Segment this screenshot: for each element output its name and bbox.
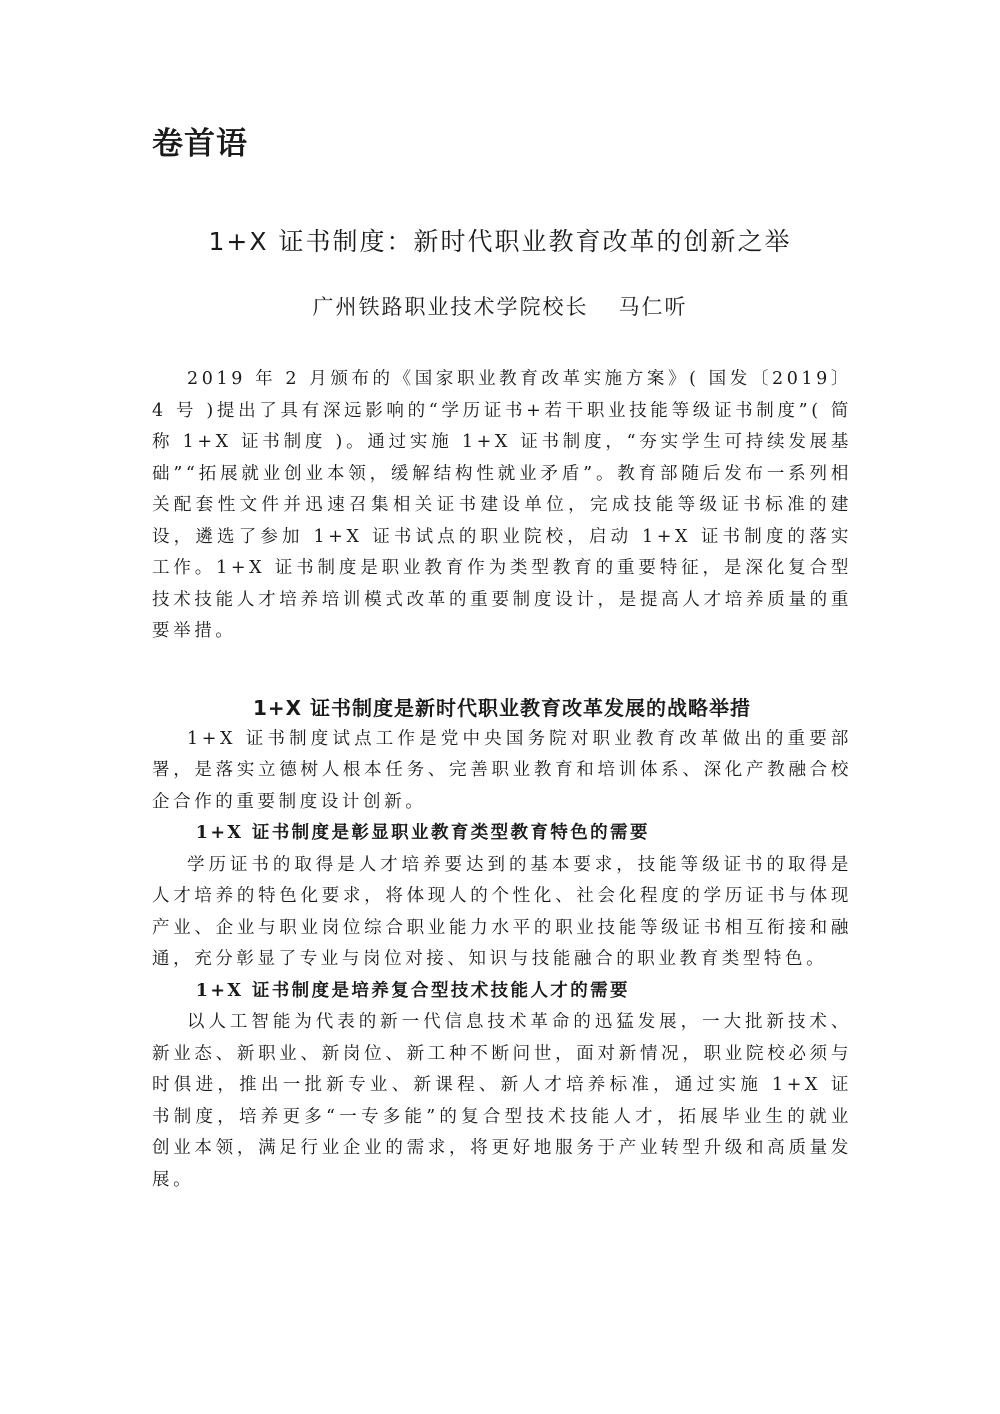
author-name: 马仁听 xyxy=(618,295,688,319)
subheading-type-education: 1+X 证书制度是彰显职业教育类型教育特色的需要 xyxy=(195,823,650,843)
author-affiliation: 广州铁路职业技术学院校长 xyxy=(312,295,589,319)
section-heading-strategy: 1+X 证书制度是新时代职业教育改革发展的战略举措 xyxy=(252,695,752,720)
author-line xyxy=(150,294,850,321)
column-label: 卷首语 xyxy=(152,126,248,162)
section-paragraph-type-education: 学历证书的取得是人才培养要达到的基本要求，技能等级证书的取得是人才培养的特色化要求，将体现人的个性化、社会化程度的学历证书与体现产业、企业与职业岗位综合职业能力水平的职业技能等级证书相互衔接和融通，充分彰显了专业与岗位对接、知识与技能融合的职业教育类型特色。 xyxy=(152,854,852,969)
intro-paragraph: 2019 年 2 月颁布的《国家职业教育改革实施方案》( 国发〔2019〕4 号 )提出了具有深远影响的“学历证书+若干职业技能等级证书制度”( 简称 1+X 证书制度 )。通过实施 1+X 证书制度，“夯实学生可持续发展基础”“拓展就业创业本领，缓解结构性就业矛盾”。教育部随后发布一系列相关配套性文件并迅速召集相关证书建设单位，完成技能等级证书标准的建设，遴选了参加 1+X 证书试点的职业院校，启动 1+X 证书制度的落实工作。1+X 证书制度是职业教育作为类型教育的重要特征，是深化复合型技术技能人才培养培训模式改革的重要制度设计，是提高人才培养质量的重要举措。 xyxy=(152,369,852,641)
article-body xyxy=(152,364,852,1196)
article-title: 1+X 证书制度：新时代职业教育改革的创新之举 xyxy=(208,227,792,256)
subheading-composite-talent: 1+X 证书制度是培养复合型技术技能人才的需要 xyxy=(195,980,630,1001)
section-paragraph-composite-talent: 以人工智能为代表的新一代信息技术革命的迅猛发展，一大批新技术、新业态、新职业、新岗位、新工种不断问世，面对新情况，职业院校必须与时俱进，推出一批新专业、新课程、新人才培养标准，通过实施 1+X 证书制度，培养更多“一专多能”的复合型技术技能人才，拓展毕业生的就业创业本领，满足行业企业的需求，将更好地服务于产业转型升级和高质量发展。 xyxy=(152,1012,852,1190)
section-paragraph-strategy: 1+X 证书制度试点工作是党中央国务院对职业教育改革做出的重要部署，是落实立德树人根本任务、完善职业教育和培训体系、深化产教融合校企合作的重要制度设计创新。 xyxy=(152,728,852,812)
